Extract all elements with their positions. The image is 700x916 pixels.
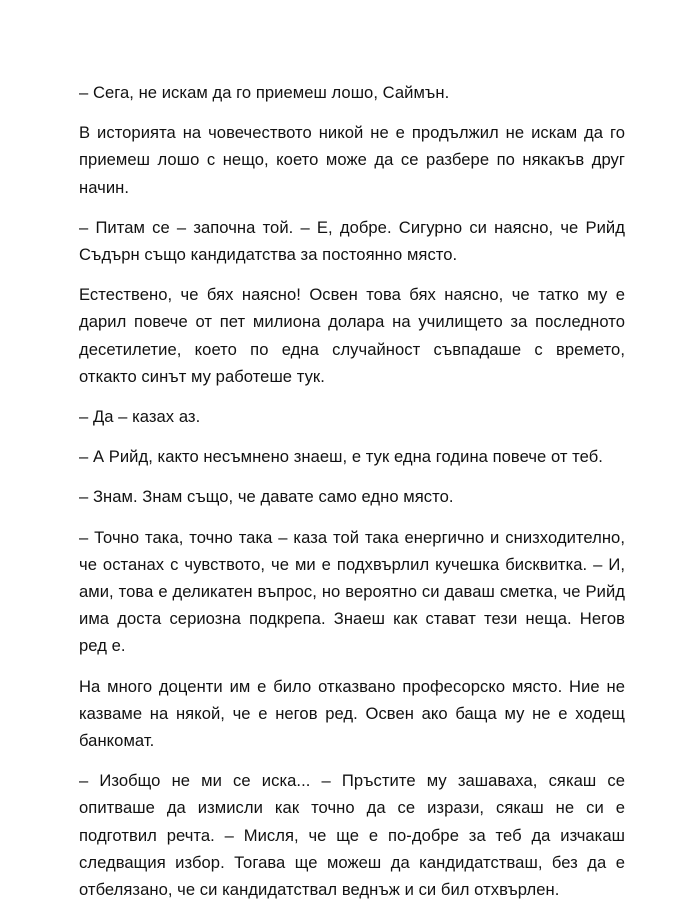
paragraph: – Питам се – започна той. – Е, добре. Сигурно си наясно, че Рийд Съдърн също кандидатства за постоянно място. xyxy=(79,217,625,265)
paragraph: Естествено, че бях наясно! Освен това бях наясно, че татко му е дарил повече от пет милиона долара на училището за последното десетилетие, което по една случайност съвпадаше с времето, откакто синът му работеше тук. xyxy=(79,285,625,386)
paragraph: – Да – казах аз. xyxy=(79,407,201,427)
paragraph: – Знам. Знам също, че давате само едно място. xyxy=(79,487,454,507)
paragraph: В историята на човечеството никой не е продължил не искам да го приемеш лошо с нещо, което може да се разбере по някакъв друг начин. xyxy=(79,123,625,197)
document-body xyxy=(79,79,625,916)
paragraph: На много доценти им е било отказвано професорско място. Ние не казваме на някой, че е негов ред. Освен ако баща му не е ходещ банкомат. xyxy=(79,676,625,751)
paragraph: – Изобщо не ми се иска... – Пръстите му зашаваха, сякаш се опитваше да измисли как точно да се изрази, сякаш не си е подготвил речта. – Мисля, че ще е по-добре за теб да изчакаш следващия избор. Тогава ще можеш да кандидатстваш, без да е отбелязано, че си кандидатствал веднъж и си бил отхвърлен. xyxy=(79,771,625,900)
paragraph: – Сега, не искам да го приемеш лошо, Саймън. xyxy=(79,83,450,102)
paragraph: – А Рийд, както несъмнено знаеш, е тук една година повече от теб. xyxy=(79,447,603,467)
paragraph: – Точно така, точно така – каза той така енергично и снизходително, че останах с чувството, че ми е подхвърлил кучешка бисквитка. – И, ами, това е деликатен въпрос, но вероятно си даваш сметка, че Рийд има доста сериозна подкрепа. Знаеш как стават тези неща. Негов ред е. xyxy=(79,527,625,656)
